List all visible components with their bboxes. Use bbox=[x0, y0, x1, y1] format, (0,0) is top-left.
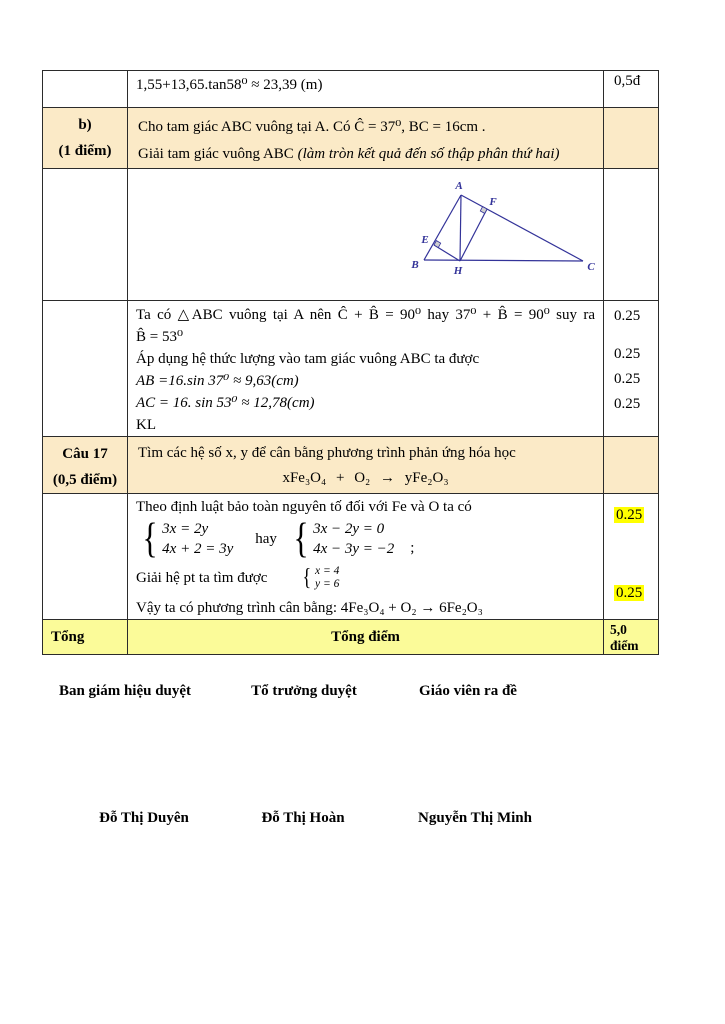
chem-line1: Theo định luật bảo toàn nguyên tố đối với Fe và O ta có bbox=[136, 499, 472, 515]
formula-text: 1,55+13,65.tan58⁰ ≈ 23,39 (m) bbox=[136, 77, 323, 93]
row-formula bbox=[43, 71, 659, 108]
chem-line3: Vậy ta có phương trình cân bằng: 4Fe₃O₄ + O₂ → 6Fe₂O₃ bbox=[136, 600, 483, 616]
chem-line2: Giải hệ pt ta tìm được bbox=[136, 569, 268, 586]
score-value: 0.25 bbox=[614, 346, 641, 362]
vertex-label-b: B bbox=[411, 259, 419, 271]
score-value: 0.25 bbox=[614, 396, 641, 412]
triangle-figure bbox=[128, 169, 602, 295]
cell-figure bbox=[128, 169, 604, 301]
score-value-highlighted: 0.25 bbox=[616, 585, 643, 601]
vertex-label-f: F bbox=[489, 196, 497, 208]
row-figure bbox=[43, 169, 659, 301]
solution-line2: B̂ = 53⁰ bbox=[136, 329, 183, 345]
signature-name: Đỗ Thị Duyên bbox=[99, 810, 189, 826]
chem-question-title: Tìm các hệ số x, y để cân bằng phương trình phản ứng hóa học bbox=[138, 445, 516, 461]
system-1 bbox=[162, 519, 233, 559]
vertex-label-e: E bbox=[421, 234, 429, 246]
total-content: Tổng điểm bbox=[128, 620, 604, 655]
system1-eq1: 3x = 2y bbox=[162, 521, 209, 537]
solution-line5: AC = 16. sin 53⁰ ≈ 12,78(cm) bbox=[136, 395, 315, 411]
solution-line6: KL bbox=[136, 417, 156, 433]
cell-score bbox=[604, 71, 659, 108]
signature-heading: Giáo viên ra đề bbox=[419, 683, 517, 699]
solve-line bbox=[136, 561, 595, 595]
cell-question-label bbox=[43, 108, 128, 169]
question-label-17: Câu 17 bbox=[62, 446, 108, 462]
connector-text: hay bbox=[255, 530, 277, 547]
cell-question-text bbox=[128, 108, 604, 169]
cell-empty bbox=[43, 301, 128, 437]
system2-eq2: 4x − 3y = −2 bbox=[313, 541, 395, 557]
cell-scores bbox=[604, 494, 659, 620]
system-2 bbox=[313, 519, 394, 559]
total-label: Tổng bbox=[43, 620, 128, 655]
cell-question-label bbox=[43, 437, 128, 494]
semicolon: ; bbox=[410, 540, 415, 556]
brace-icon: { bbox=[293, 516, 309, 562]
cell-formula bbox=[128, 71, 604, 108]
question-label-points: (1 điểm) bbox=[58, 143, 112, 159]
total-score: 5,0 điểm bbox=[604, 620, 659, 655]
system1-eq2: 4x + 2 = 3y bbox=[162, 541, 234, 557]
vertex-label-a: A bbox=[455, 180, 463, 192]
cell-empty bbox=[604, 437, 659, 494]
signature-heading: Ban giám hiệu duyệt bbox=[58, 683, 192, 699]
vertex-label-h: H bbox=[453, 265, 463, 277]
cell-question-text bbox=[128, 437, 604, 494]
score-value: 0.25 bbox=[614, 308, 641, 324]
question-label-b: b) bbox=[78, 117, 92, 133]
score-value-highlighted: 0.25 bbox=[616, 507, 643, 523]
row-chemistry-solution bbox=[43, 494, 659, 620]
right-angle-mark-f bbox=[480, 207, 487, 214]
row-question-17 bbox=[43, 437, 659, 494]
solution-line4: AB =16.sin 37⁰ ≈ 9,63(cm) bbox=[136, 373, 299, 389]
score-value: 0,5đ bbox=[614, 73, 641, 89]
solution-line1: Ta có △ABC vuông tại A nên Ĉ + B̂ = 90⁰ hay 37⁰ + B̂ = 90⁰ suy ra bbox=[136, 307, 595, 323]
signature-name: Nguyễn Thị Minh bbox=[418, 810, 532, 826]
brace-icon: { bbox=[302, 565, 312, 591]
problem-line2-normal: Giải tam giác vuông ABC bbox=[138, 146, 298, 162]
answer-key-table bbox=[42, 70, 659, 655]
score-value: 0.25 bbox=[614, 371, 641, 387]
system2-eq1: 3x − 2y = 0 bbox=[313, 521, 385, 537]
solution-line3: Áp dụng hệ thức lượng vào tam giác vuông ABC ta được bbox=[136, 351, 480, 367]
system-3 bbox=[315, 565, 339, 591]
chem-equation-unbalanced: xFe₃O₄ + O₂ → yFe₂O₃ bbox=[282, 470, 449, 486]
signature-name: Đỗ Thị Hoàn bbox=[261, 810, 345, 826]
cell-empty bbox=[43, 494, 128, 620]
signature-heading: Tổ trưởng duyệt bbox=[251, 683, 357, 699]
cell-empty bbox=[43, 169, 128, 301]
system-solution bbox=[301, 565, 339, 591]
problem-line1: Cho tam giác ABC vuông tại A. Có Ĉ = 37⁰, BC = 16cm . bbox=[138, 119, 486, 135]
question-label-points: (0,5 điểm) bbox=[52, 472, 118, 488]
cell-empty bbox=[604, 169, 659, 301]
system3-eq2: y = 6 bbox=[314, 578, 340, 590]
vertex-label-c: C bbox=[587, 261, 595, 273]
problem-line2-italic: (làm tròn kết quả đến số thập phân thứ hai) bbox=[297, 146, 560, 162]
row-total bbox=[43, 620, 659, 655]
problem-line2 bbox=[138, 141, 593, 168]
equation-systems bbox=[140, 516, 595, 562]
row-geometry-solution bbox=[43, 301, 659, 437]
system3-eq1: x = 4 bbox=[314, 565, 340, 577]
cell-empty bbox=[43, 71, 128, 108]
cell-chemistry-solution bbox=[128, 494, 604, 620]
brace-icon: { bbox=[142, 516, 158, 562]
cell-empty bbox=[604, 108, 659, 169]
row-question-b bbox=[43, 108, 659, 169]
cell-scores bbox=[604, 301, 659, 437]
cell-geometry-solution bbox=[128, 301, 604, 437]
